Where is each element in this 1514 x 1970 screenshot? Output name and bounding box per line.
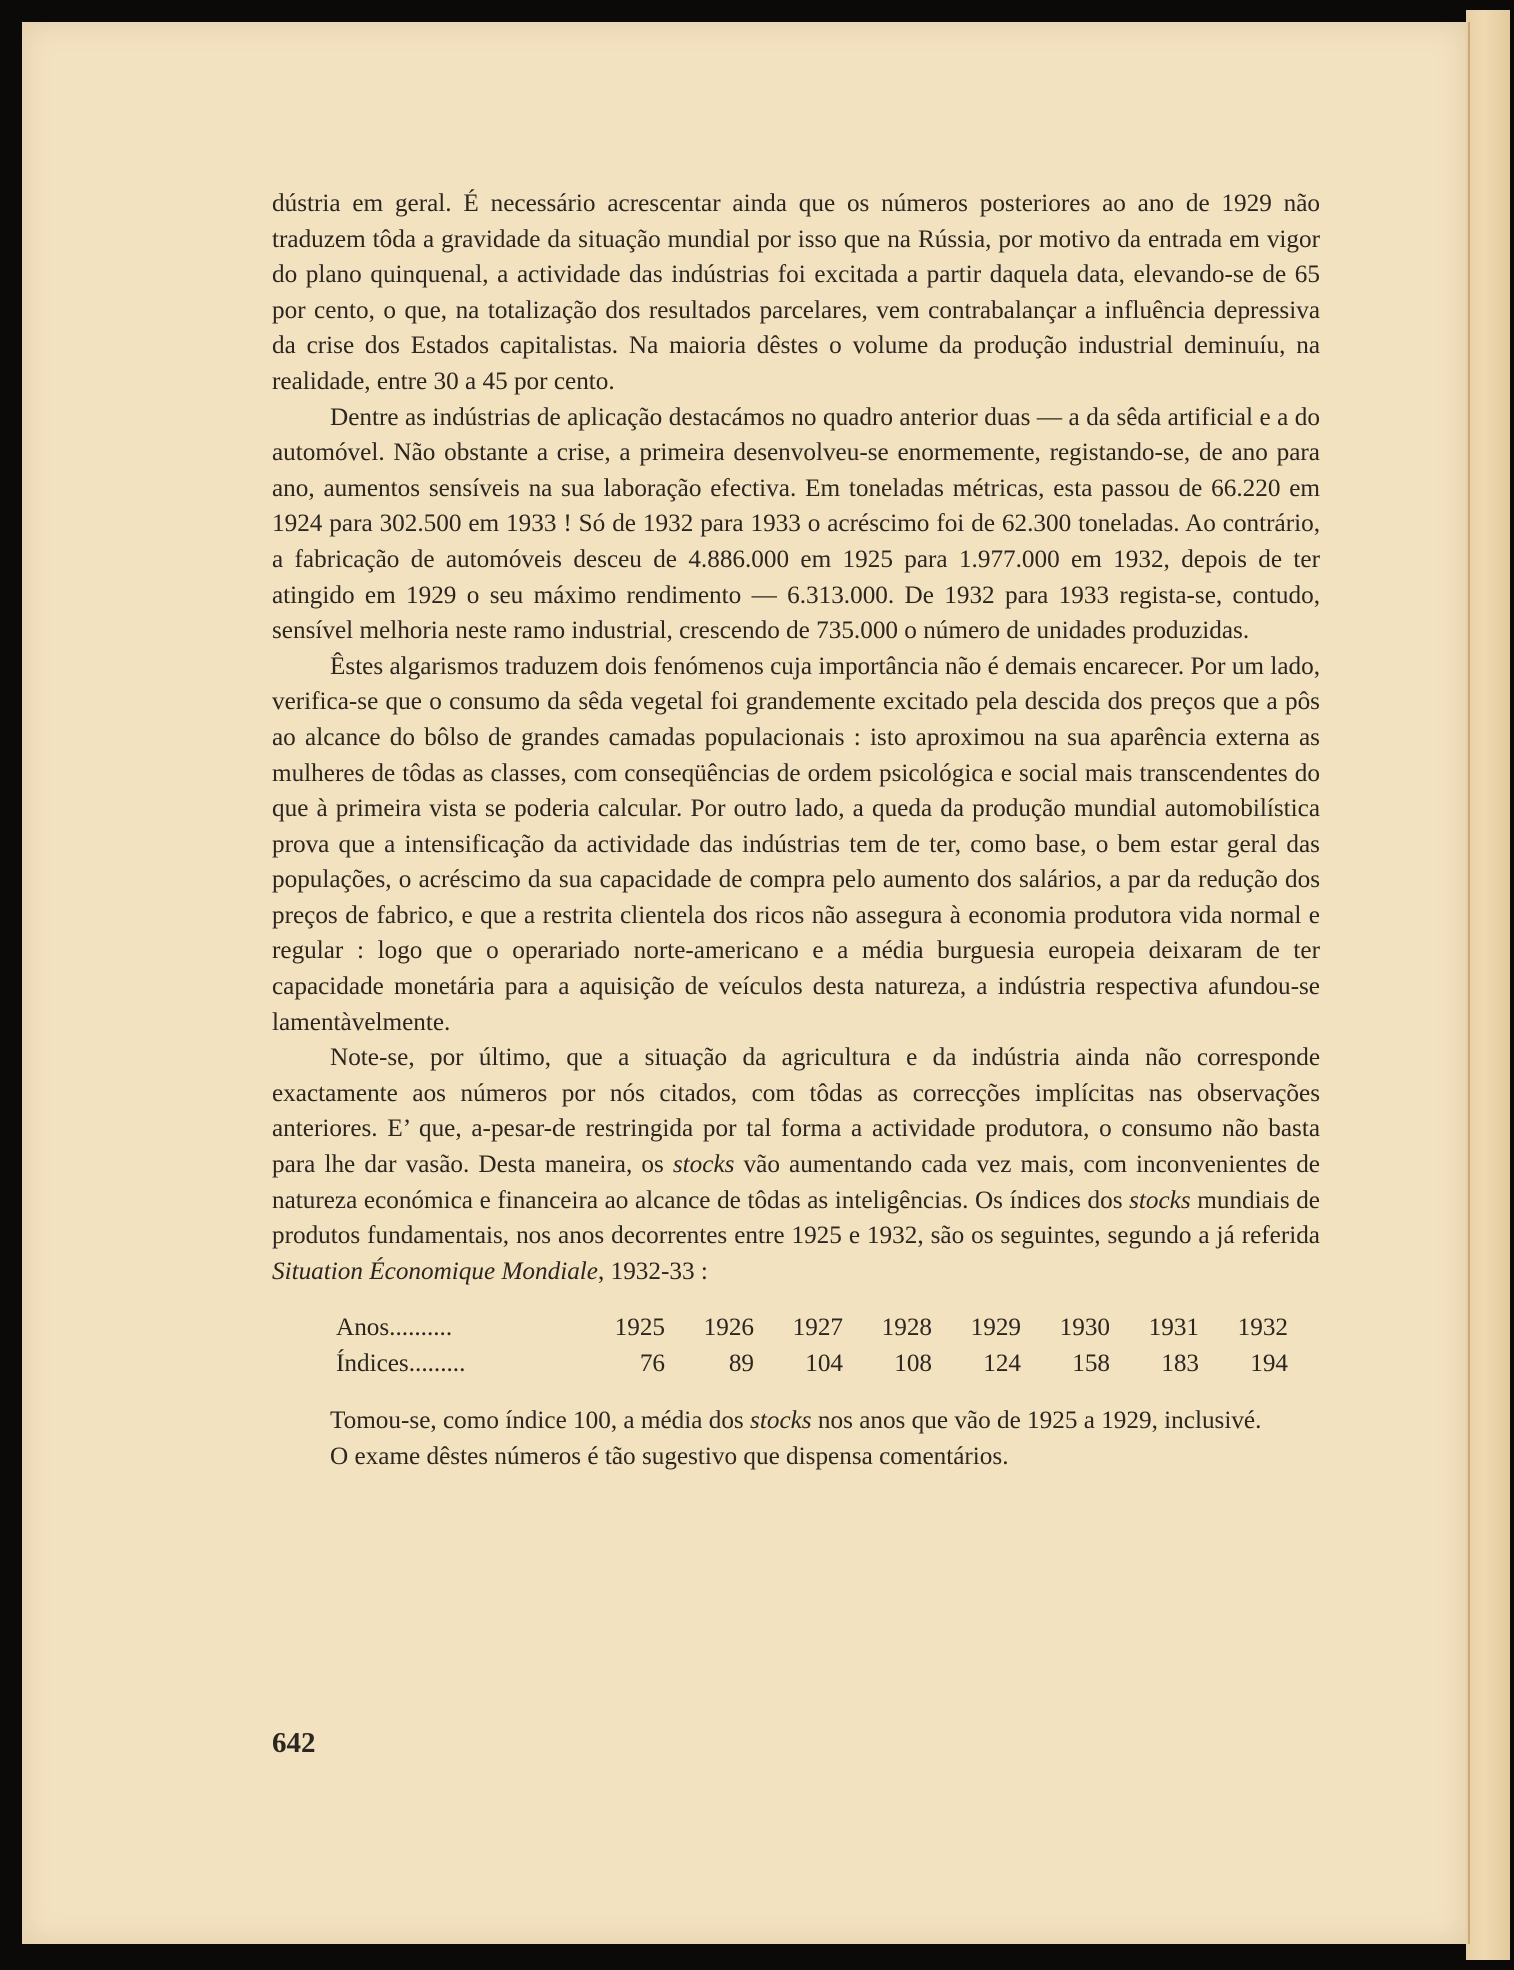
paragraph-2: Dentre as indústrias de aplicação destacámos no quadro anterior duas — a da sêda artificial e a do automóvel. Não obstante a crise, a primeira desenvolveu-se enormemente, registando-se, de ano para ano, aumentos sensíveis na sua laboração efectiva. Em toneladas métricas, esta passou de 66.220 em 1924 para 302.500 em 1933 ! Só de 1932 para 1933 o acréscimo foi de 62.300 toneladas. Ao contrário, a fabricação de automóveis desceu de 4.886.000 em 1925 para 1.977.000 em 1932, depois de ter atingido em 1929 o seu máximo rendimento — 6.313.000. De 1932 para 1933 regista-se, contudo, sensível melhoria neste ramo industrial, crescendo de 735.000 o número de unidades produzidas. bbox=[272, 403, 1320, 645]
paragraph-3: Êstes algarismos traduzem dois fenómenos cuja importância não é demais encarecer. Por um lado, verifica-se que o consumo da sêda vegetal foi grandemente excitado pela descida dos preços que a pôs ao alcance do bôlso de grandes camadas populacionais : isto aproximou na sua aparência externa as mulheres de tôdas as classes, com conseqüências de ordem psicológica e social mais transcendentes do que à primeira vista se poderia calcular. Por outro lado, a queda da produção mundial automobilística prova que a intensificação da actividade das indústrias tem de ter, como base, o bem estar geral das populações, o acréscimo da sua capacidade de compra pelo aumento dos salários, a par da redução dos preços de fabrico, e que a restrita clientela dos ricos não assegura à economia produtora vida normal e regular : logo que o operariado norte-americano e a média burguesia europeia deixaram de ter capacidade monetária para a aquisição de veículos desta natureza, a indústria respectiva afundou-se lamentàvelmente. bbox=[272, 652, 1320, 1036]
p4-text-b: vão aumentando cada vez mais, com inconvenientes de natureza económica e financeira ao alcance de tôdas as inteligências. Os índices dos bbox=[272, 1151, 1320, 1214]
year-cell: 1928 bbox=[881, 1313, 932, 1341]
page-edge bbox=[1466, 10, 1510, 1960]
p4-text-d: , 1932-33 : bbox=[598, 1257, 708, 1285]
paragraph-1: dústria em geral. É necessário acrescentar ainda que os números posteriores ao ano de 1929 não traduzem tôda a gravidade da situação mundial por isso que na Rússia, por motivo da entrada em vigor do plano quinquenal, a actividade das indústrias foi excitada a partir daquela data, elevando-se de 65 por cento, o que, na totalização dos resultados parcelares, vem contrabalançar a influência depressiva da crise dos Estados capitalistas. Na maioria dêstes o volume da produção industrial deminuíu, na realidade, entre 30 a 45 por cento. bbox=[272, 190, 1320, 395]
year-cell: 1930 bbox=[1059, 1313, 1110, 1341]
p4-text-c: mundiais de produtos fundamentais, nos anos decorrentes entre 1925 e 1932, são os seguintes, segundo a já referida bbox=[272, 1186, 1320, 1250]
index-cell: 76 bbox=[639, 1349, 665, 1377]
page-fold-line bbox=[1468, 22, 1470, 1944]
p4-source-title: Situation Économique Mondiale bbox=[272, 1257, 598, 1285]
index-cell: 104 bbox=[805, 1349, 843, 1377]
stocks-index-table bbox=[336, 1309, 1288, 1381]
p4-stocks-1: stocks bbox=[672, 1151, 735, 1179]
index-cell: 194 bbox=[1250, 1349, 1288, 1377]
page-number: 642 bbox=[272, 1727, 316, 1759]
years-label: Anos.......... bbox=[336, 1313, 453, 1341]
index-cell: 183 bbox=[1161, 1349, 1199, 1377]
paragraph-4 bbox=[272, 1040, 1320, 1289]
body-text bbox=[272, 186, 1320, 1475]
p5-text-b: nos anos que vão de 1925 a 1929, inclusivé. bbox=[811, 1407, 1262, 1435]
paragraph-5 bbox=[272, 1403, 1320, 1439]
paragraph-6: O exame dêstes números é tão sugestivo que dispensa comentários. bbox=[330, 1443, 1009, 1470]
p5-stocks: stocks bbox=[750, 1407, 812, 1435]
table-row-indices bbox=[336, 1345, 1288, 1381]
year-cell: 1932 bbox=[1237, 1313, 1288, 1341]
year-cell: 1926 bbox=[703, 1313, 754, 1341]
p4-stocks-2: stocks bbox=[1129, 1186, 1191, 1214]
table-row-years bbox=[336, 1309, 1288, 1345]
p5-text-a: Tomou-se, como índice 100, a média dos bbox=[330, 1407, 751, 1435]
indices-label: Índices......... bbox=[336, 1349, 466, 1377]
index-cell: 124 bbox=[983, 1349, 1021, 1377]
p4-text-a: Note-se, por último, que a situação da agricultura e da indústria ainda não corresponde exactamente aos números por nós citados, com tôdas as correcções implícitas nas observações anteriores. E’ que, a-pesar-de restringida por tal forma a actividade produtora, o consumo não basta para lhe dar vasão. Desta maneira, os bbox=[272, 1044, 1320, 1179]
year-cell: 1931 bbox=[1148, 1313, 1199, 1341]
year-cell: 1929 bbox=[970, 1313, 1021, 1341]
index-cell: 158 bbox=[1072, 1349, 1110, 1377]
index-cell: 108 bbox=[894, 1349, 932, 1377]
year-cell: 1927 bbox=[792, 1313, 843, 1341]
index-cell: 89 bbox=[728, 1349, 754, 1377]
year-cell: 1925 bbox=[614, 1313, 665, 1341]
